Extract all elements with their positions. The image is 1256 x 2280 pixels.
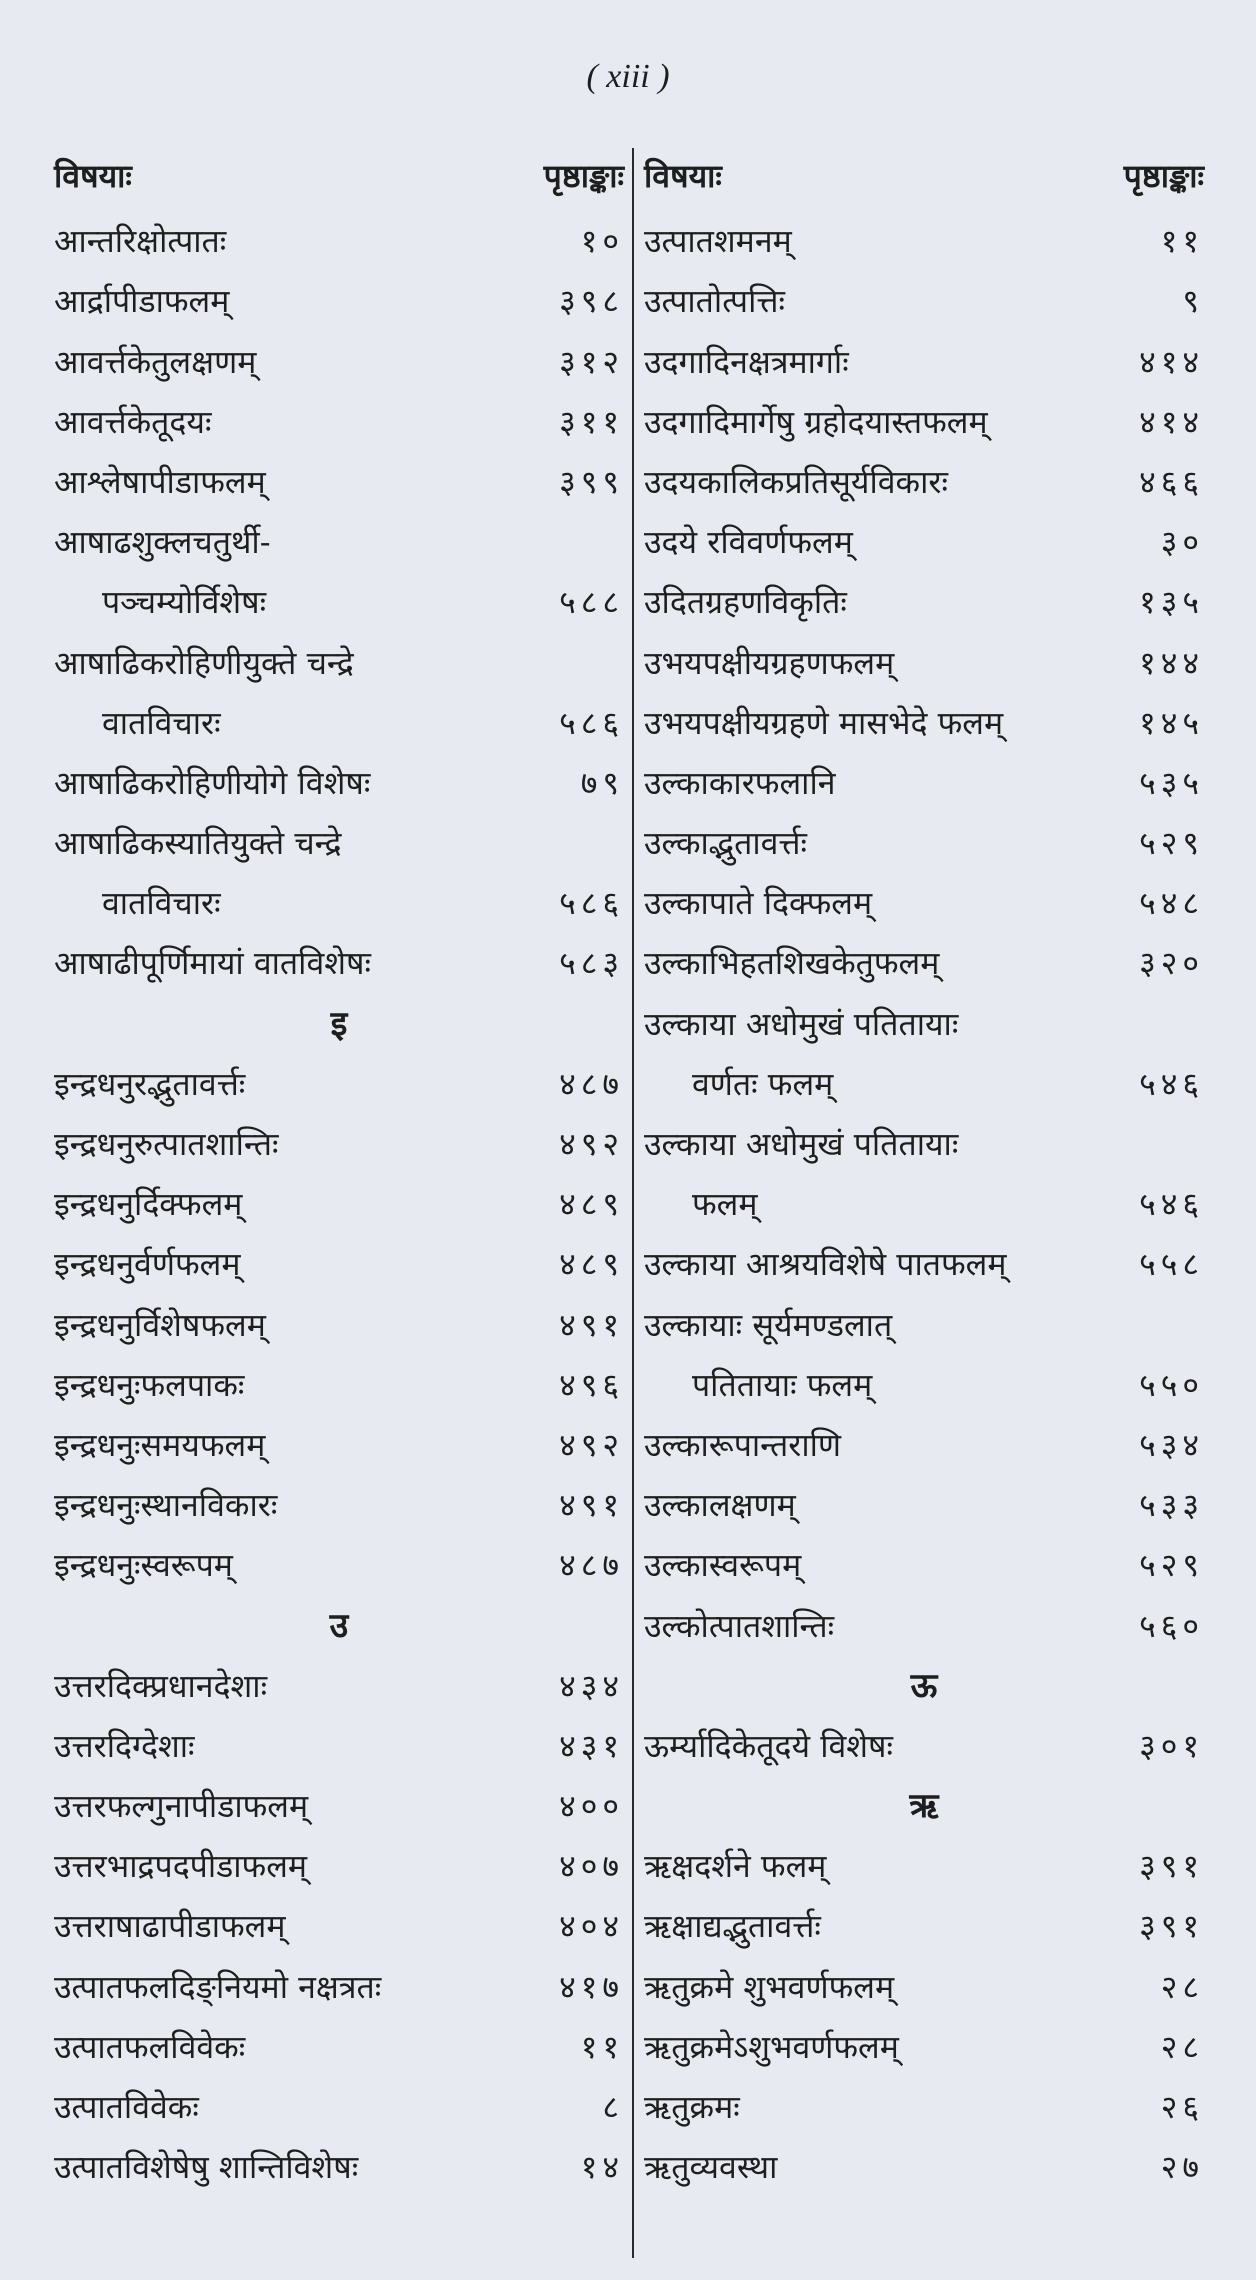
entry-subject: उल्काद्भुतावर्त्तः (644, 824, 807, 863)
index-entry (644, 383, 1204, 443)
entry-subject: उल्काया अधोमुखं पतितायाः (644, 1004, 959, 1043)
index-entry (54, 924, 624, 984)
entry-subject: उल्कास्वरूपम् (644, 1546, 802, 1585)
entry-subject: उदितग्रहणविकृतिः (644, 583, 847, 622)
index-entry (644, 1827, 1204, 1887)
entry-page-number: ५४६ (1139, 1064, 1204, 1103)
index-entry (54, 503, 624, 563)
entry-subject: आवर्त्तकेतुलक्षणम् (54, 342, 257, 381)
entry-page-number: ५३४ (1139, 1425, 1204, 1464)
index-column-left (54, 148, 624, 2188)
page-number: ( xiii ) (586, 58, 670, 95)
index-entry (54, 322, 624, 382)
index-entry (54, 804, 624, 864)
entry-page-number: ३११ (559, 402, 624, 441)
index-entry (54, 202, 624, 262)
index-entry (644, 1285, 1204, 1345)
entry-page-number: ११ (1160, 222, 1204, 261)
entry-subject: पतितायाः फलम् (692, 1365, 873, 1404)
entry-subject: उत्पातविशेषेषु शान्तिविशेषः (54, 2148, 359, 2187)
entry-page-number: २८ (1160, 1967, 1204, 2006)
entry-subject: उत्तरदिग्देशाः (54, 1726, 195, 1765)
index-entry (644, 2128, 1204, 2188)
entry-page-number: ४९२ (559, 1425, 624, 1464)
entry-subject: उदगादिमार्गेषु ग्रहोदयास्तफलम् (644, 402, 988, 441)
section-letter: इ (330, 1003, 348, 1044)
entry-subject: उत्तरफल्गुनापीडाफलम् (54, 1787, 309, 1826)
index-entry (54, 383, 624, 443)
index-entry (54, 262, 624, 322)
entry-page-number: ५४८ (1139, 884, 1204, 923)
page-heading: पृष्ठाङ्काः (1123, 156, 1204, 195)
entry-page-number: ४०४ (559, 1907, 624, 1946)
index-entry (644, 1887, 1204, 1947)
entry-page-number: ३२० (1139, 944, 1204, 983)
index-entry (644, 1707, 1204, 1767)
index-entry (54, 443, 624, 503)
index-entry (644, 1406, 1204, 1466)
index-entry (54, 2008, 624, 2068)
section-letter: उ (329, 1605, 349, 1646)
entry-subject: फलम् (692, 1185, 758, 1224)
entry-page-number: ५३५ (1139, 763, 1204, 802)
index-entry (644, 1526, 1204, 1586)
entry-page-number: ८ (602, 2088, 624, 2126)
entry-page-number: ४१४ (1139, 342, 1204, 381)
index-column-right (644, 148, 1204, 2188)
entry-page-number: २८ (1160, 2027, 1204, 2066)
index-entry (54, 1947, 624, 2007)
entry-page-number: १३५ (1139, 583, 1204, 622)
subject-heading: विषयाः (644, 156, 722, 195)
index-entry (54, 1887, 624, 1947)
entry-subject: उत्पातविवेकः (54, 2088, 199, 2126)
entry-page-number: ५२९ (1139, 1546, 1204, 1585)
entry-page-number: ४९१ (559, 1486, 624, 1525)
index-entry (644, 443, 1204, 503)
entry-page-number: ३९८ (559, 282, 624, 321)
entry-subject: उत्तरदिक्प्रधानदेशाः (54, 1666, 268, 1705)
entry-subject: उत्तरभाद्रपदपीडाफलम् (54, 1847, 308, 1886)
entry-page-number: ४८७ (559, 1064, 624, 1103)
index-entry (644, 804, 1204, 864)
entry-page-number: ११ (580, 2027, 624, 2066)
index-entry (54, 1526, 624, 1586)
index-entry (54, 1225, 624, 1285)
entry-subject: वातविचारः (102, 884, 221, 923)
entry-subject: वर्णतः फलम् (692, 1064, 834, 1103)
index-entry (54, 1285, 624, 1345)
entry-page-number: १४४ (1139, 643, 1204, 682)
entry-subject: आषाढिकस्यातियुक्ते चन्द्रे (54, 824, 342, 863)
entry-page-number: ५६० (1139, 1606, 1204, 1645)
entry-page-number: ५८६ (559, 884, 624, 923)
index-entry (644, 623, 1204, 683)
entry-subject: उदगादिनक्षत्रमार्गाः (644, 342, 849, 381)
entry-subject: इन्द्रधनुर्वर्णफलम् (54, 1245, 241, 1284)
entry-subject: ऊर्म्यादिकेतूदये विशेषः (644, 1726, 893, 1765)
entry-page-number: ५८८ (559, 583, 624, 622)
entry-subject: ऋतुक्रमः (644, 2088, 740, 2126)
entry-subject: ऋतुव्यवस्था (644, 2148, 778, 2187)
entry-page-number: ७९ (580, 763, 624, 802)
entry-page-number: ४८९ (559, 1245, 624, 1284)
index-entry (54, 1707, 624, 1767)
index-entry (54, 2068, 624, 2128)
entry-subject: उल्कोत्पातशान्तिः (644, 1606, 835, 1645)
index-entry (54, 1105, 624, 1165)
index-entry (644, 1165, 1204, 1225)
entry-subject: वातविचारः (102, 703, 221, 742)
entry-page-number: ५५० (1139, 1365, 1204, 1404)
section-letter: ऋ (909, 1786, 939, 1827)
entry-page-number: ४९१ (559, 1305, 624, 1344)
entry-subject: उल्काया आश्रयविशेषे पातफलम् (644, 1245, 1007, 1284)
entry-subject: ऋतुक्रमेऽशुभवर्णफलम् (644, 2027, 899, 2066)
index-entry (54, 1165, 624, 1225)
entry-subject: उल्काभिहतशिखकेतुफलम् (644, 944, 940, 983)
entry-subject: इन्द्रधनुर्विशेषफलम् (54, 1305, 266, 1344)
entry-subject: आषाढीपूर्णिमायां वातविशेषः (54, 944, 371, 983)
entry-page-number: २६ (1160, 2088, 1204, 2126)
index-entry (644, 1947, 1204, 2007)
index-entry (54, 1767, 624, 1827)
index-entry (644, 563, 1204, 623)
index-entry (644, 684, 1204, 744)
index-entry (644, 924, 1204, 984)
index-entry (644, 322, 1204, 382)
index-entry (644, 503, 1204, 563)
entry-page-number: २७ (1160, 2148, 1204, 2187)
entry-subject: उदयकालिकप्रतिसूर्यविकारः (644, 462, 948, 501)
entry-subject: इन्द्रधनुःफलपाकः (54, 1365, 245, 1404)
index-entry (54, 1045, 624, 1105)
entry-page-number: ३९१ (1139, 1907, 1204, 1946)
entry-page-number: ५४६ (1139, 1185, 1204, 1224)
entry-page-number: ३९१ (1139, 1847, 1204, 1886)
entry-page-number: ५३३ (1139, 1486, 1204, 1525)
entry-page-number: ५२९ (1139, 824, 1204, 863)
entry-page-number: ४८९ (559, 1185, 624, 1224)
index-entry (54, 1466, 624, 1526)
entry-subject: ऋक्षाद्यद्भुतावर्त्तः (644, 1907, 821, 1946)
column-divider (632, 148, 634, 2258)
entry-subject: इन्द्रधनुरुत्पातशान्तिः (54, 1125, 279, 1163)
index-entry (54, 563, 624, 623)
index-entry (644, 2068, 1204, 2128)
index-entry (54, 2128, 624, 2188)
entry-page-number: ४१७ (559, 1967, 624, 2006)
entry-page-number: ५५८ (1139, 1245, 1204, 1284)
index-entry (54, 623, 624, 683)
column-header (644, 148, 1204, 202)
entry-page-number: ४३४ (559, 1666, 624, 1705)
entry-subject: उल्कायाः सूर्यमण्डलात् (644, 1305, 893, 1344)
subject-heading: विषयाः (54, 156, 132, 195)
entry-subject: पञ्चम्योर्विशेषः (102, 583, 267, 622)
entry-page-number: ४८७ (559, 1546, 624, 1585)
index-entry (644, 1225, 1204, 1285)
entry-subject: उत्तराषाढापीडाफलम् (54, 1907, 286, 1946)
page-heading: पृष्ठाङ्काः (543, 156, 624, 195)
index-entry (644, 202, 1204, 262)
entry-subject: आषाढशुक्लचतुर्थी- (54, 523, 271, 562)
entry-subject: उत्पातशमनम् (644, 222, 792, 261)
index-entry (54, 1406, 624, 1466)
entry-page-number: १४५ (1139, 703, 1204, 742)
entry-page-number: ४०७ (559, 1847, 624, 1886)
entry-subject: उभयपक्षीयग्रहणफलम् (644, 643, 895, 682)
entry-subject: आश्लेषापीडाफलम् (54, 462, 266, 501)
entry-page-number: ५८६ (559, 703, 624, 742)
entry-subject: इन्द्रधनुर्दिक्फलम् (54, 1185, 243, 1224)
entry-subject: ऋतुक्रमे शुभवर्णफलम् (644, 1967, 895, 2006)
entry-subject: उत्पातफलविवेकः (54, 2027, 246, 2066)
entry-page-number: १४ (580, 2148, 624, 2187)
entry-subject: इन्द्रधनुरद्भुतावर्त्तः (54, 1064, 246, 1103)
index-entry (54, 1647, 624, 1707)
entry-subject: उत्पातोत्पत्तिः (644, 282, 785, 321)
index-entry (54, 864, 624, 924)
entry-page-number: १० (580, 222, 624, 261)
index-entry (54, 1827, 624, 1887)
entry-page-number: ५८३ (559, 944, 624, 983)
index-entry (644, 1346, 1204, 1406)
entry-page-number: ४९६ (559, 1365, 624, 1404)
index-entry (54, 744, 624, 804)
section-letter: ऊ (910, 1665, 938, 1706)
entry-subject: उल्काकारफलानि (644, 763, 836, 802)
entry-subject: आषाढिकरोहिणीयुक्ते चन्द्रे (54, 643, 354, 682)
entry-subject: इन्द्रधनुःस्वरूपम् (54, 1546, 233, 1585)
index-entry (644, 744, 1204, 804)
entry-page-number: ४०० (559, 1787, 624, 1826)
entry-subject: उत्पातफलदिङ्नियमो नक्षत्रतः (54, 1967, 382, 2006)
index-entry (54, 684, 624, 744)
index-entry (644, 864, 1204, 924)
entry-subject: उदये रविवर्णफलम् (644, 523, 853, 562)
entry-subject: उल्काया अधोमुखं पतितायाः (644, 1125, 959, 1163)
entry-subject: ऋक्षदर्शने फलम् (644, 1847, 827, 1886)
entry-subject: इन्द्रधनुःसमयफलम् (54, 1425, 266, 1464)
entry-subject: आवर्त्तकेतूदयः (54, 402, 212, 441)
index-entry (644, 262, 1204, 322)
column-header (54, 148, 624, 202)
entry-page-number: ४६६ (1139, 462, 1204, 501)
entry-page-number: ४१४ (1139, 402, 1204, 441)
index-entry (644, 1586, 1204, 1646)
entry-page-number: ४३१ (559, 1726, 624, 1765)
index-entry (54, 1346, 624, 1406)
index-entry (644, 1105, 1204, 1165)
index-entry (644, 1045, 1204, 1105)
entry-subject: आन्तरिक्षोत्पातः (54, 222, 227, 261)
entry-page-number: ३९९ (559, 462, 624, 501)
entry-page-number: ४९२ (559, 1125, 624, 1163)
index-entry (644, 2008, 1204, 2068)
entry-page-number: ३० (1160, 523, 1204, 562)
entry-subject: उल्कालक्षणम् (644, 1486, 796, 1525)
entry-page-number: ३०१ (1139, 1726, 1204, 1765)
entry-subject: उल्कापाते दिक्फलम् (644, 884, 873, 923)
entry-subject: उभयपक्षीयग्रहणे मासभेदे फलम् (644, 703, 1004, 742)
entry-subject: उल्कारूपान्तराणि (644, 1425, 842, 1464)
entry-subject: आर्द्रापीडाफलम् (54, 282, 230, 321)
entry-subject: इन्द्रधनुःस्थानविकारः (54, 1486, 278, 1525)
entry-subject: आषाढिकरोहिणीयोगे विशेषः (54, 763, 371, 802)
index-entry (644, 984, 1204, 1044)
index-entry (644, 1466, 1204, 1526)
entry-page-number: ३१२ (559, 342, 624, 381)
entry-page-number: ९ (1182, 282, 1204, 321)
